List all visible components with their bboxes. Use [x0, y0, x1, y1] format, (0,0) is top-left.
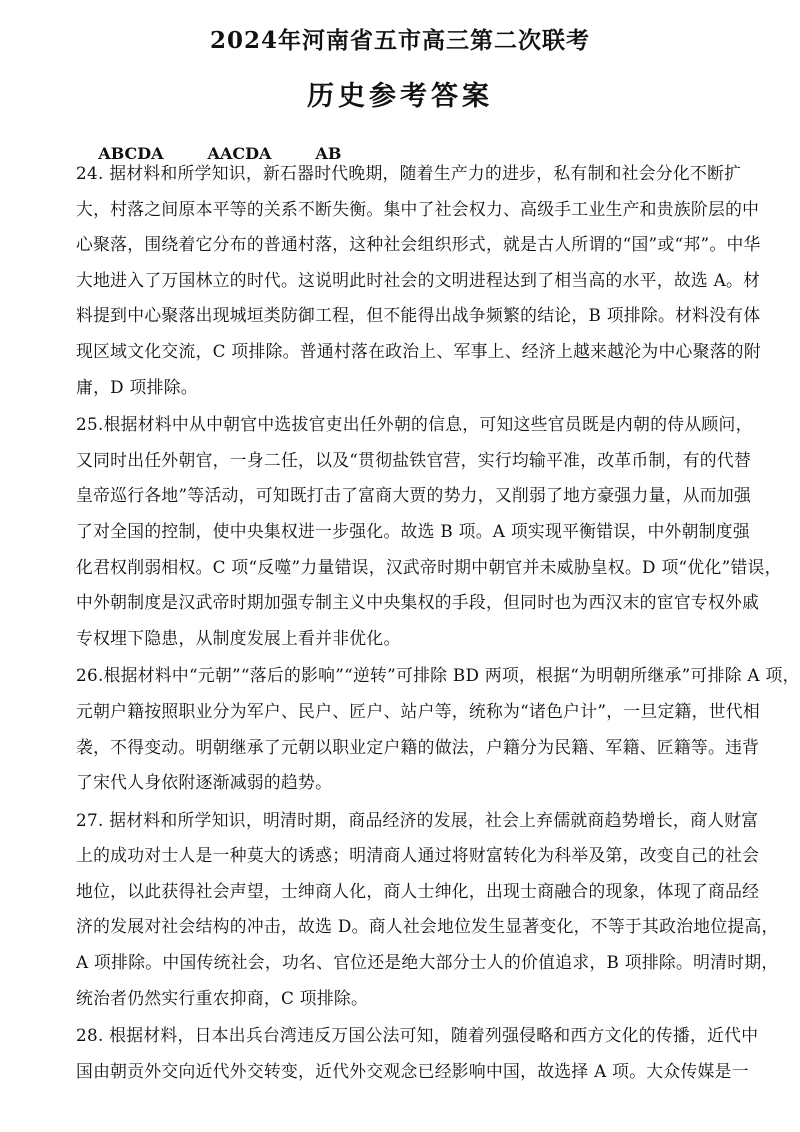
answer-group-3: AB [315, 144, 342, 163]
text-line: 皇帝巡行各地”等活动，可知既打击了富商大贾的势力，又削弱了地方豪强力量，从而加强 [76, 485, 752, 506]
text-line: A 项排除。中国传统社会，功名、官位还是绝大部分士人的价值追求，B 项排除。明清时期， [76, 952, 779, 973]
explanation-paragraph [76, 1018, 759, 1089]
explanation-paragraph [76, 803, 779, 1017]
text-line: 庸，D 项排除。 [76, 376, 198, 397]
text-line: 济的发展对社会结构的冲击，故选 D。商人社会地位发生显著变化，不等于其政治地位提高， [76, 916, 779, 937]
explanation-paragraph [76, 156, 761, 405]
text-line: 24. 据材料和所学知识，新石器时代晚期，随着生产力的进步，私有制和社会分化不断扩 [76, 163, 742, 183]
explanation-paragraph [76, 658, 800, 800]
text-line: 心聚落，围绕着它分布的普通村落，这种社会组织形式，就是古人所谓的“国”或“邦”。中华 [76, 234, 761, 255]
text-line: 元朝户籍按照职业分为军户、民户、匠户、站户等，统称为“诸色户计”，一旦定籍，世代相 [76, 700, 760, 721]
text-line: 大，村落之间原本平等的关系不断失衡。集中了社会权力、高级手工业生产和贵族阶层的中 [76, 198, 760, 219]
page-title: 2024年河南省五市高三第二次联考 [209, 27, 590, 54]
text-line: 中外朝制度是汉武帝时期加强专制主义中央集权的手段，但同时也为西汉末的宦官专权外戚 [76, 592, 760, 613]
answer-explanations [76, 156, 800, 1091]
answer-group-2: AACDA [207, 144, 272, 163]
text-line: 大地进入了万国林立的时代。这说明此时社会的文明进程达到了相当高的水平，故选 A。材 [76, 269, 761, 290]
text-line: 上的成功对士人是一种莫大的诱惑；明清商人通过将财富转化为科举及第，改变自己的社会 [76, 845, 760, 866]
text-line: 25.根据材料中从中朝官中选拔官吏出任外朝的信息，可知这些官员既是内朝的侍从顾问， [76, 414, 753, 435]
text-line: 又同时出任外朝官，一身二任，以及“贯彻盐铁官营，实行均输平准，改革币制，有的代替 [76, 449, 752, 470]
text-line: 料提到中心聚落出现城垣类防御工程，但不能得出战争频繁的结论，B 项排除。材料没有体 [76, 305, 761, 326]
text-line: 国由朝贡外交向近代外交转变，近代外交观念已经影响中国，故选择 A 项。大众传媒是一 [76, 1060, 749, 1081]
text-line: 地位，以此获得社会声望，士绅商人化，商人士绅化，出现士商融合的现象，体现了商品经 [76, 880, 760, 901]
explanation-paragraph [76, 407, 782, 656]
text-line: 了对全国的控制，使中央集权进一步强化。故选 B 项。A 项实现平衡错误，中外朝制度强 [76, 520, 750, 541]
text-line: 现区域文化交流，C 项排除。普通村落在政治上、军事上、经济上越来越沦为中心聚落的附 [76, 340, 761, 361]
text-line: 26.根据材料中“元朝”“落后的影响”“逆转”可排除 BD 两项，根据“为明朝所继承”可排除 A 项， [76, 665, 800, 686]
page-subtitle: 历史参考答案 [307, 81, 493, 112]
text-line: 统治者仍然实行重农抑商，C 项排除。 [76, 987, 369, 1008]
text-line: 专权埋下隐患，从制度发展上看并非优化。 [76, 627, 401, 648]
text-line: 化君权削弱相权。C 项“反噬”力量错误，汉武帝时期中朝官并未威胁皇权。D 项“优化”错误， [76, 556, 782, 577]
text-line: 了宋代人身依附逐渐减弱的趋势。 [76, 772, 333, 793]
text-line: 袭，不得变动。明朝继承了元朝以职业定户籍的做法，户籍分为民籍、军籍、匠籍等。违背 [76, 736, 760, 757]
answer-group-1: ABCDA [98, 144, 164, 163]
text-line: 28. 根据材料，日本出兵台湾违反万国公法可知，随着列强侵略和西方文化的传播，近代中 [76, 1025, 759, 1046]
text-line: 27. 据材料和所学知识，明清时期，商品经济的发展，社会上弃儒就商趋势增长，商人财富 [76, 809, 759, 830]
